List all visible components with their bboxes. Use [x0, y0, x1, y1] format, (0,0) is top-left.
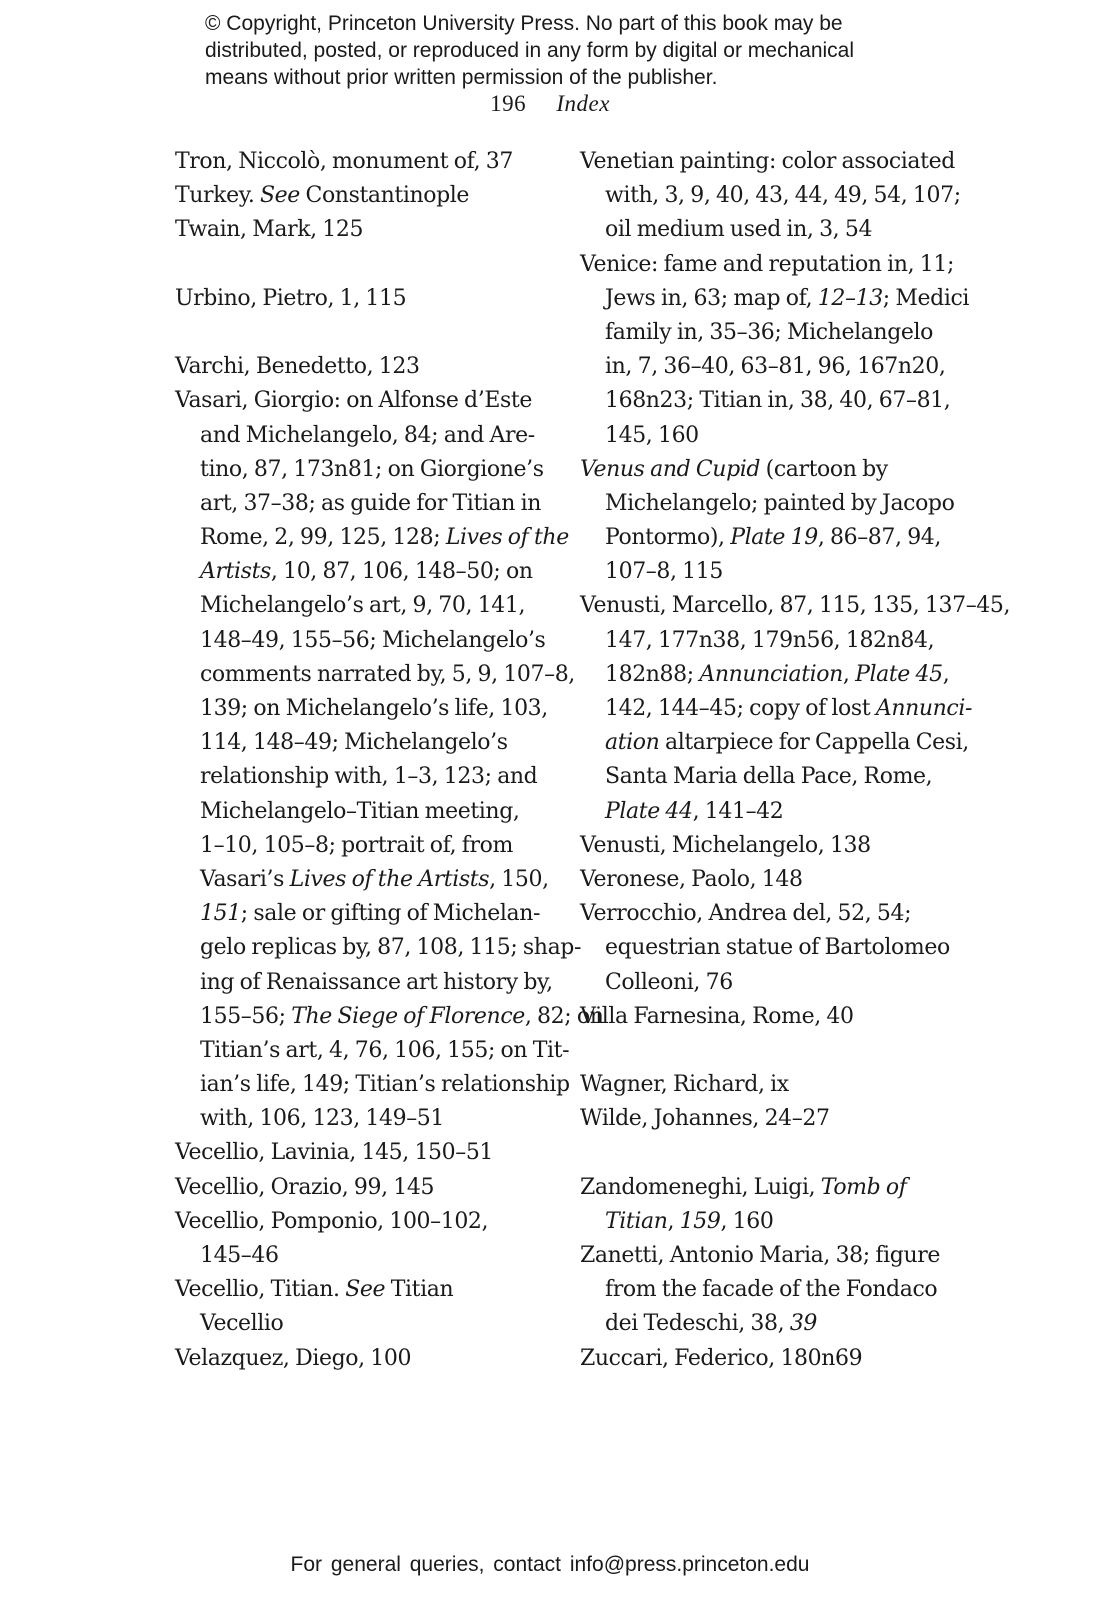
index-text: , [842, 661, 856, 687]
index-entry-line [580, 248, 980, 282]
index-text: family in, 35–36; Michelangelo [605, 319, 933, 345]
index-text: 148–49, 155–56; Michelangelo’s [200, 627, 546, 653]
index-text: altarpiece for Cappella Cesi, [659, 730, 969, 756]
index-entry-line [175, 1205, 555, 1239]
index-text: Titian [385, 1277, 454, 1303]
index-continuation-line [175, 829, 555, 863]
index-text: Turkey. [175, 183, 261, 209]
index-text: Varchi, Benedetto, 123 [175, 354, 420, 380]
copyright-line: means without prior written permission of the publisher. [205, 66, 718, 89]
index-text: ian’s life, 149; Titian’s relationship [200, 1072, 570, 1098]
index-text: ; sale or gifting of Michelan- [240, 901, 541, 927]
index-italic-text: See [345, 1277, 386, 1303]
index-text: and Michelangelo, 84; and Are- [200, 422, 535, 448]
index-continuation-line [580, 521, 980, 555]
index-text: Vecellio, Titian. [175, 1277, 346, 1303]
index-continuation-line [175, 795, 555, 829]
index-text: Twain, Mark, 125 [175, 217, 364, 243]
index-continuation-line [175, 897, 555, 931]
copyright-notice [205, 10, 925, 91]
index-text: with, 3, 9, 40, 43, 44, 49, 54, 107; [605, 183, 961, 209]
index-text: (cartoon by [760, 456, 888, 482]
index-continuation-line [580, 1307, 980, 1341]
index-continuation-line [175, 1034, 570, 1068]
index-italic-text: See [260, 183, 300, 209]
index-text: relationship with, 1–3, 123; and [200, 764, 538, 790]
index-text: 168n23; Titian in, 38, 40, 67–81, [605, 388, 951, 414]
index-text: , 141–42 [692, 798, 784, 824]
index-entry-line [175, 1273, 555, 1307]
index-continuation-line [175, 521, 569, 555]
index-entry-line [175, 145, 555, 179]
index-entry-line [580, 1342, 980, 1376]
copyright-line: © Copyright, Princeton University Press. No part of this book may be [205, 12, 843, 35]
index-continuation-line [175, 1102, 555, 1136]
index-text: , [942, 661, 950, 687]
index-continuation-line [175, 863, 555, 897]
index-text: Veronese, Paolo, 148 [580, 866, 803, 892]
index-text: tino, 87, 173n81; on Giorgione’s [200, 456, 544, 482]
index-text: 142, 144–45; copy of lost [605, 696, 876, 721]
index-entry-line [175, 213, 555, 247]
index-continuation-line [175, 1068, 570, 1102]
index-text: Vecellio, Lavinia, 145, 150–51 [175, 1140, 494, 1166]
index-text: Venice: fame and reputation in, 11; [580, 251, 954, 277]
index-text: Venusti, Michelangelo, 138 [580, 832, 871, 858]
index-text: gelo replicas by, 87, 108, 115; shap- [200, 935, 582, 961]
index-continuation-line [580, 1273, 980, 1307]
index-continuation-line [175, 1307, 555, 1341]
index-text: Santa Maria della Pace, Rome, [605, 764, 933, 790]
index-italic-text: Plate 44 [605, 798, 693, 824]
index-text: Michelangelo; painted by Jacopo [605, 490, 955, 516]
index-text: in, 7, 36–40, 63–81, 96, 167n20, [605, 354, 946, 380]
index-text: comments narrated by, 5, 9, 107–8, [200, 661, 575, 687]
index-text: Vasari’s [200, 866, 290, 892]
index-italic-text: Lives of the Artists [289, 866, 490, 892]
index-italic-text: 12–13 [817, 285, 883, 311]
index-italic-text: Titian [605, 1208, 668, 1234]
index-column-right [580, 145, 1011, 1376]
index-spacer [580, 1034, 980, 1068]
index-text: Vecellio, Pomponio, 100–102, [175, 1208, 489, 1234]
index-italic-text: ation [605, 730, 660, 756]
index-text: 114, 148–49; Michelangelo’s [200, 730, 508, 756]
index-text: Zanetti, Antonio Maria, 38; figure [580, 1243, 940, 1268]
index-text: 147, 177n38, 179n56, 182n84, [605, 627, 935, 653]
index-text: art, 37–38; as guide for Titian in [200, 490, 542, 516]
index-text: Vecellio, Orazio, 99, 145 [175, 1174, 435, 1200]
index-continuation-line [580, 795, 980, 829]
index-column-left [175, 145, 604, 1376]
index-spacer [580, 1136, 980, 1170]
index-text: Urbino, Pietro, 1, 115 [175, 285, 407, 311]
index-italic-text: 159 [679, 1208, 721, 1234]
index-entry-line [580, 453, 980, 487]
index-text: equestrian statue of Bartolomeo [605, 935, 950, 961]
index-text: 1–10, 105–8; portrait of, from [200, 832, 513, 858]
index-entry-line [580, 1171, 980, 1205]
index-text: 145–46 [200, 1243, 279, 1268]
index-continuation-line [580, 316, 980, 350]
index-italic-text: Venus and Cupid [580, 456, 761, 482]
index-entry-line [175, 1342, 555, 1376]
running-head [0, 90, 1100, 118]
index-text: Jews in, 63; map of, [605, 285, 818, 311]
index-continuation-line [175, 966, 555, 1000]
index-entry-line [175, 179, 555, 213]
index-continuation-line [175, 1239, 555, 1273]
index-text: from the facade of the Fondaco [605, 1277, 938, 1303]
index-text: Venusti, Marcello, 87, 115, 135, 137–45, [580, 593, 1011, 619]
index-text: , [667, 1208, 680, 1234]
index-continuation-line [580, 282, 980, 316]
index-continuation-line [580, 487, 980, 521]
page-number: 196 [490, 91, 527, 116]
index-continuation-line [175, 589, 555, 623]
index-italic-text: The Siege of Florence [291, 1003, 525, 1029]
index-text: oil medium used in, 3, 54 [605, 217, 873, 243]
index-text: , 86–87, 94, [817, 525, 941, 551]
index-continuation-line [175, 555, 555, 589]
index-entry-line [580, 1068, 980, 1102]
index-continuation-line [580, 966, 980, 1000]
index-text: 155–56; [200, 1003, 292, 1029]
index-continuation-line [580, 555, 980, 589]
index-entry-line [580, 863, 980, 897]
index-continuation-line [580, 692, 980, 726]
index-entry-line [580, 829, 980, 863]
index-text: with, 106, 123, 149–51 [200, 1106, 445, 1132]
index-text: Michelangelo–Titian meeting, [200, 798, 520, 824]
index-text: ; Medici [882, 285, 970, 311]
index-entry-line [580, 589, 1011, 623]
index-continuation-line [175, 931, 582, 965]
index-italic-text: Plate 19 [730, 525, 818, 551]
index-continuation-line [580, 931, 980, 965]
index-continuation-line [175, 453, 555, 487]
index-entry-line [580, 1239, 980, 1273]
index-text: dei Tedeschi, 38, [605, 1311, 790, 1337]
index-italic-text: 151 [200, 901, 241, 927]
index-continuation-line [175, 760, 555, 794]
index-text: , 150, [489, 866, 549, 892]
index-text: , 160 [720, 1208, 774, 1234]
index-text: Zandomeneghi, Luigi, [580, 1174, 821, 1200]
index-continuation-line [175, 419, 555, 453]
index-continuation-line [580, 760, 980, 794]
index-continuation-line [175, 726, 555, 760]
index-spacer [175, 248, 555, 282]
index-italic-text: Lives of the [445, 525, 569, 551]
index-text: 107–8, 115 [605, 559, 723, 585]
index-text: Michelangelo’s art, 9, 70, 141, [200, 593, 526, 619]
index-continuation-line [175, 624, 555, 658]
index-italic-text: Annunciation [699, 661, 843, 687]
index-text: Vecellio [200, 1311, 284, 1337]
index-text: 182n88; [605, 661, 700, 687]
index-entry-line [580, 897, 980, 931]
index-italic-text: Tomb of [820, 1174, 907, 1200]
index-continuation-line [580, 1205, 980, 1239]
footer-contact: For general queries, contact info@press.princeton.edu [290, 1553, 810, 1576]
index-text: Rome, 2, 99, 125, 128; [200, 525, 446, 551]
index-continuation-line [580, 213, 980, 247]
index-text: Venetian painting: color associated [580, 149, 955, 174]
section-title: Index [556, 91, 610, 116]
index-text: Verrocchio, Andrea del, 52, 54; [580, 901, 912, 927]
index-continuation-line [175, 658, 575, 692]
index-entry-line [175, 1136, 555, 1170]
index-continuation-line [175, 1000, 604, 1034]
index-italic-text: Plate 45 [855, 661, 943, 687]
index-entry-line [580, 145, 980, 179]
index-continuation-line [175, 487, 555, 521]
index-text: Titian’s art, 4, 76, 106, 155; on Tit- [200, 1037, 570, 1063]
index-text: , 82; on [524, 1003, 604, 1029]
index-text: Constantinople [299, 183, 470, 209]
index-text: Wilde, Johannes, 24–27 [580, 1106, 830, 1132]
index-continuation-line [580, 726, 980, 760]
index-text: Villa Farnesina, Rome, 40 [580, 1003, 854, 1029]
index-text: Colleoni, 76 [605, 969, 733, 995]
index-entry-line [580, 1000, 980, 1034]
index-entry-line [175, 282, 555, 316]
index-entry-line [175, 1171, 555, 1205]
index-continuation-line [580, 658, 980, 692]
index-text: Zuccari, Federico, 180n69 [580, 1345, 863, 1371]
index-text: 139; on Michelangelo’s life, 103, [200, 696, 548, 721]
index-continuation-line [580, 179, 980, 213]
index-text: Vasari, Giorgio: on Alfonse d’Este [175, 388, 532, 414]
index-spacer [175, 316, 555, 350]
index-continuation-line [580, 419, 980, 453]
index-continuation-line [175, 692, 555, 726]
index-text: Tron, Niccolò, monument of, 37 [175, 149, 513, 174]
index-italic-text: Artists [200, 559, 271, 585]
index-entry-line [580, 1102, 980, 1136]
copyright-line: distributed, posted, or reproduced in any form by digital or mechanical [205, 39, 855, 62]
index-text: ing of Renaissance art history by, [200, 969, 553, 995]
index-continuation-line [580, 384, 980, 418]
index-text: Velazquez, Diego, 100 [175, 1345, 412, 1371]
index-entry-line [175, 350, 555, 384]
index-text: , 10, 87, 106, 148–50; on [270, 559, 533, 585]
index-entry-line [175, 384, 555, 418]
index-continuation-line [580, 350, 980, 384]
index-continuation-line [580, 624, 980, 658]
index-text: 145, 160 [605, 422, 699, 448]
index-italic-text: 39 [789, 1311, 818, 1337]
index-italic-text: Annunci- [875, 696, 972, 721]
index-text: Pontormo), [605, 525, 731, 551]
index-text: Wagner, Richard, ix [580, 1072, 789, 1098]
